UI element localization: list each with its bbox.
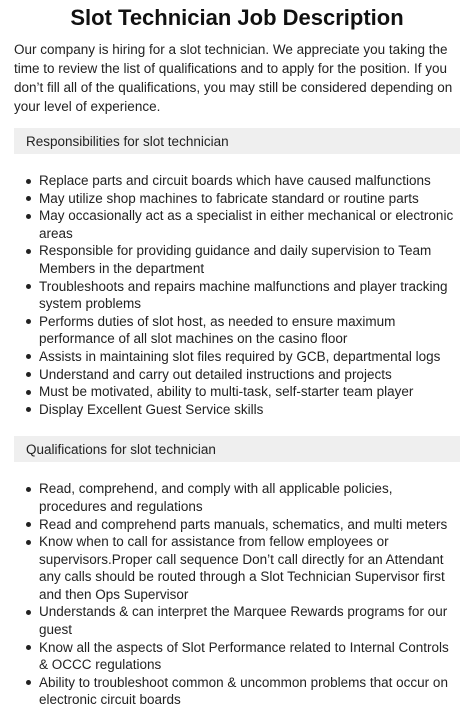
bullet-icon xyxy=(26,249,31,254)
responsibilities-heading: Responsibilities for slot technician xyxy=(26,133,229,149)
list-item-text: Troubleshoots and repairs machine malfunctions and player tracking system problems xyxy=(39,278,448,312)
list-item-text: Responsible for providing guidance and daily supervision to Team Members in the department xyxy=(39,243,432,276)
list-item xyxy=(14,480,460,515)
bullet-icon xyxy=(26,284,31,289)
list-item-text: Replace parts and circuit boards which have caused malfunctions xyxy=(39,173,431,188)
bullet-icon xyxy=(26,354,31,359)
list-item-text: Know all the aspects of Slot Performance related to Internal Controls & OCCC regulations xyxy=(39,639,449,673)
qualifications-heading: Qualifications for slot technician xyxy=(26,441,216,457)
bullet-icon xyxy=(26,540,31,545)
bullet-icon xyxy=(26,680,31,685)
bullet-icon xyxy=(26,372,31,377)
list-item-text: Ability to troubleshoot common & uncommon problems that occur on electronic circuit boards xyxy=(39,674,448,708)
list-item xyxy=(14,516,460,534)
list-item xyxy=(14,207,460,242)
list-item-text: Display Excellent Guest Service skills xyxy=(39,401,264,417)
bullet-icon xyxy=(26,319,31,324)
list-item-text: Performs duties of slot host, as needed to ensure maximum performance of all slot machines on the casino floor xyxy=(39,313,396,347)
page-title: Slot Technician Job Description xyxy=(70,5,404,30)
bullet-icon xyxy=(26,179,31,184)
list-item-text: May utilize shop machines to fabricate standard or routine parts xyxy=(39,190,419,206)
list-item-text: Must be motivated, ability to multi-task, self-starter team player xyxy=(39,384,414,400)
bullet-icon xyxy=(26,487,31,492)
list-item xyxy=(14,401,460,419)
bullet-icon xyxy=(26,407,31,412)
list-item xyxy=(14,190,460,208)
list-item-text: Assists in maintaining slot files required by GCB, departmental logs xyxy=(39,348,441,364)
qualifications-list xyxy=(14,480,460,709)
bullet-icon xyxy=(26,214,31,219)
list-item-text: May occasionally act as a specialist in either mechanical or electronic areas xyxy=(39,208,454,241)
list-item xyxy=(14,533,460,603)
responsibilities-header xyxy=(14,128,460,154)
list-item xyxy=(14,639,460,674)
list-item xyxy=(14,348,460,366)
job-description-page xyxy=(0,4,474,708)
list-item xyxy=(14,278,460,313)
bullet-icon xyxy=(26,390,31,395)
bullet-icon xyxy=(26,522,31,527)
intro-paragraph: Our company is hiring for a slot technician. We appreciate you taking the time to review the list of qualifications and to apply for the position. If you don’t fill all of the qualifications, you may still be considered depending on your level of experience. xyxy=(14,42,453,114)
list-item xyxy=(14,313,460,348)
list-item-text: Read, comprehend, and comply with all applicable policies, procedures and regulations xyxy=(39,481,393,514)
list-item-text: Read and comprehend parts manuals, schematics, and multi meters xyxy=(39,516,448,532)
responsibilities-list xyxy=(14,172,460,418)
list-item-text: Know when to call for assistance from fellow employees or supervisors.Proper call sequence Don’t call directly for an Attendant any calls should be routed through a Slot Technician Supervisor first and then Ops Supervisor xyxy=(39,534,445,602)
list-item xyxy=(14,383,460,401)
list-item xyxy=(14,172,460,190)
qualifications-header xyxy=(14,436,460,462)
list-item xyxy=(14,674,460,709)
bullet-icon xyxy=(26,610,31,615)
list-item xyxy=(14,603,460,638)
list-item-text: Understand and carry out detailed instructions and projects xyxy=(39,366,392,382)
bullet-icon xyxy=(26,196,31,201)
list-item xyxy=(14,242,460,277)
list-item-text: Understands & can interpret the Marquee Rewards programs for our guest xyxy=(39,604,448,638)
bullet-icon xyxy=(26,645,31,650)
list-item xyxy=(14,366,460,384)
